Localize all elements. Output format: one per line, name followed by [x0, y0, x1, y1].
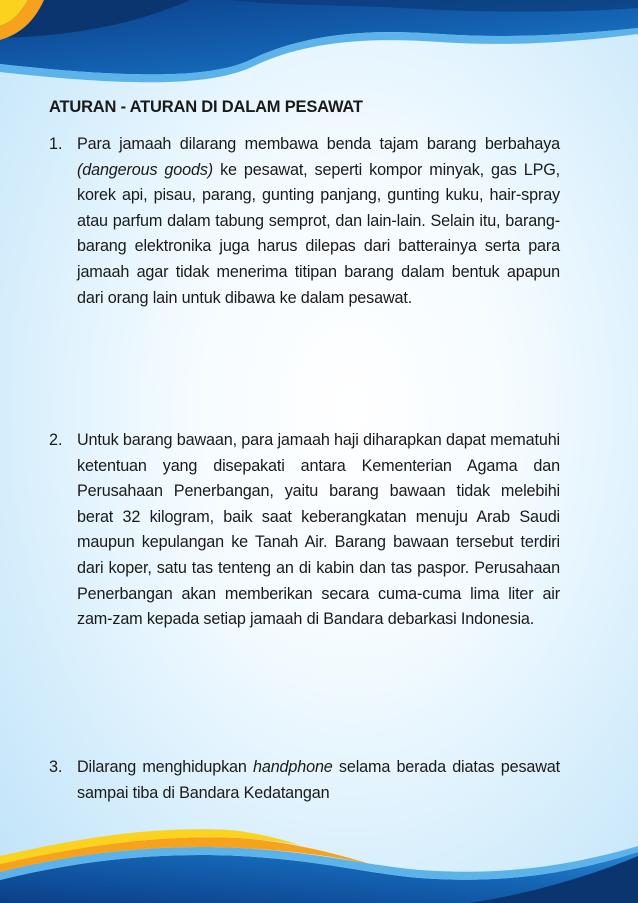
item-number: 3.: [49, 758, 63, 776]
italic-term: (dangerous goods): [77, 160, 214, 179]
item-text: Para jamaah dilarang membawa benda tajam barang berbahaya (dangerous goods) ke pesawat, seperti kompor minyak, gas LPG, korek api, pisau, parang, gunting panjang, gunting kuku, hair-spray atau parfum dalam tabung semprot, dan lain-lain. Selain itu, barang-barang elektronika juga harus dilepas dari batterainya serta para jamaah agar tidak menerima titipan barang dalam bentuk apapun dari orang lain untuk dibawa ke dalam pesawat.: [77, 135, 561, 307]
rule-item-2: [49, 428, 559, 633]
item-number: 2.: [49, 431, 63, 449]
item-text: Dilarang menghidupkan handphone selama berada diatas pesawat sampai tiba di Bandara Kedatangan: [77, 758, 560, 802]
item-text: Untuk barang bawaan, para jamaah haji diharapkan dapat mematuhi ketentuan yang disepakati antara Kementerian Agama dan Perusahaan Penerbangan, yaitu barang bawaan tidak melebihi berat 32 kilogram, baik saat keberangkatan menuju Arab Saudi maupun kepulangan ke Tanah Air. Barang bawaan tersebut terdiri dari koper, satu tas tenteng an di kabin dan tas paspor. Perusahaan Penerbangan akan memberikan secara cuma-cuma lima liter air zam-zam kepada setiap jamaah di Bandara debarkasi Indonesia.: [77, 431, 560, 629]
rule-item-3: [49, 755, 559, 806]
item-number: 1.: [49, 135, 63, 153]
rule-item-1: [49, 132, 559, 311]
page-title: ATURAN - ATURAN DI DALAM PESAWAT: [49, 98, 363, 116]
italic-term: handphone: [252, 758, 333, 776]
